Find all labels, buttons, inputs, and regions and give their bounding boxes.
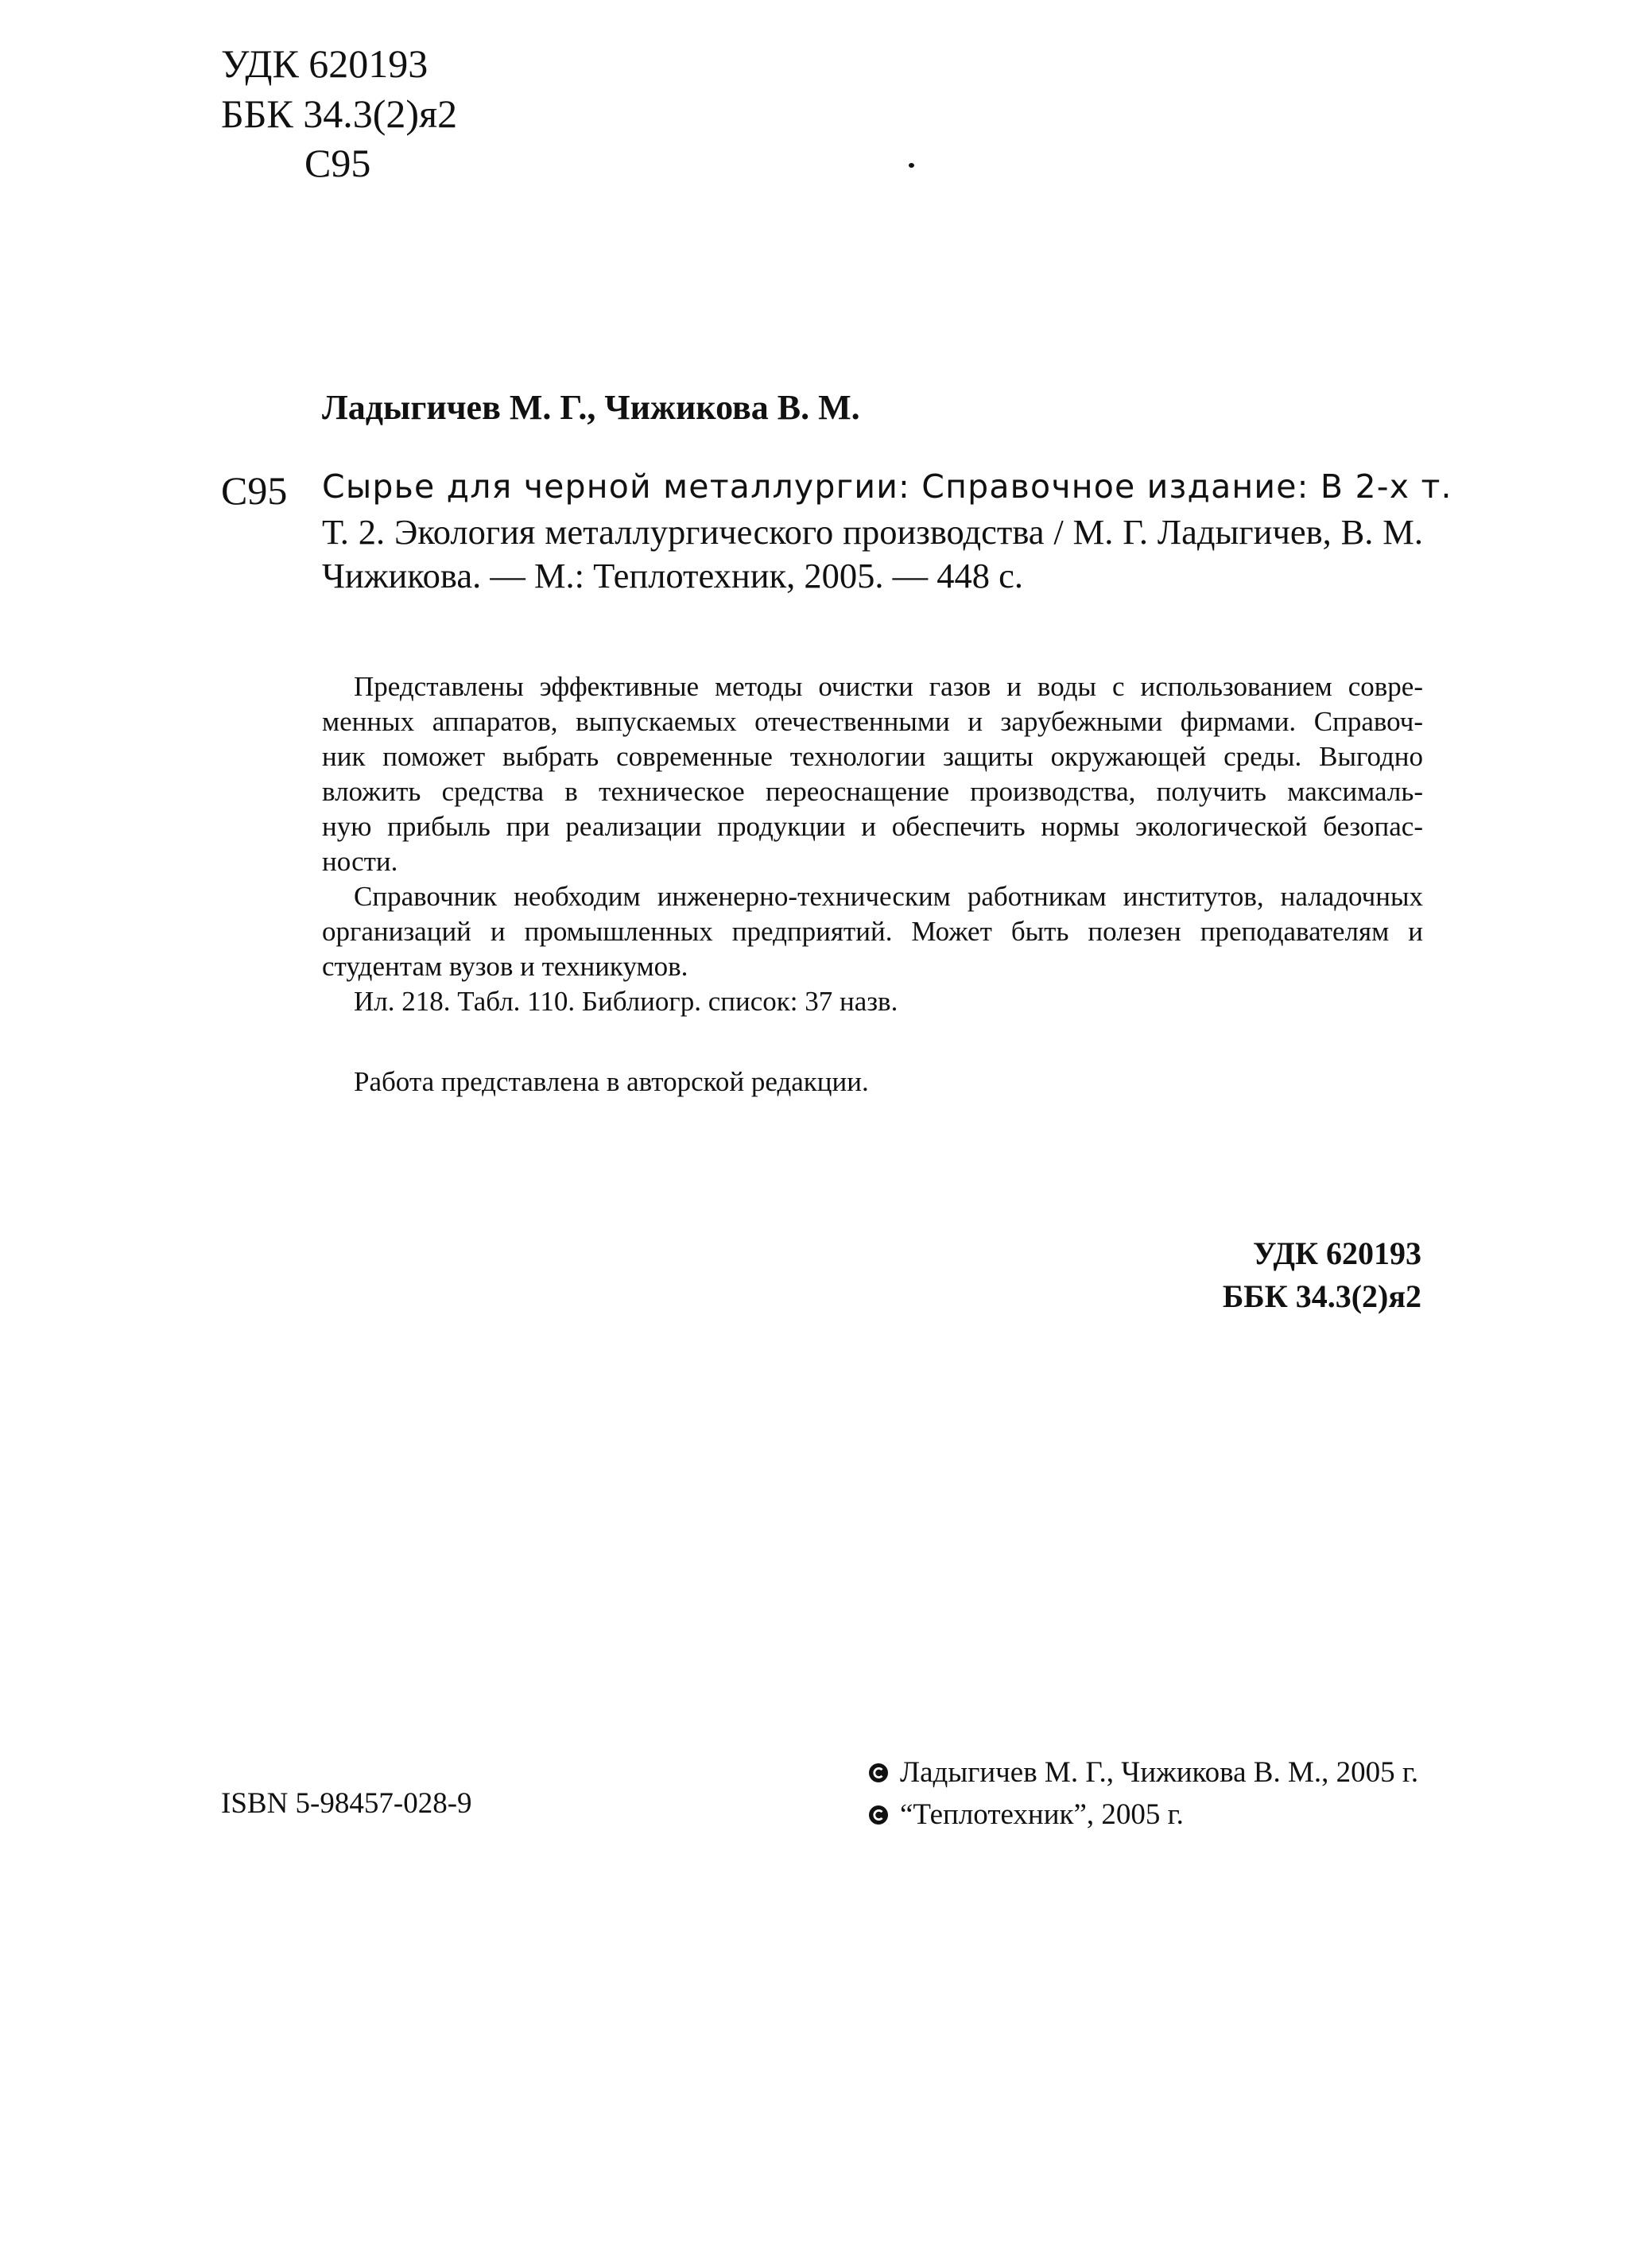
copyright-icon [868,1805,889,1825]
bibliographic-entry [322,467,1452,602]
udk-code-top: УДК 620193 [221,41,429,86]
abstract-line: менных аппаратов, выпускаемых отечественными и зарубежными фирмами. Справоч- [322,706,1423,737]
abstract-line: вложить средства в техническое переоснащение производства, получить максималь- [322,776,1423,807]
abstract-line: ную прибыль при реализации продукции и обеспечить нормы экологической безопас- [322,811,1423,842]
classification-right [1223,1232,1421,1318]
abstract [322,669,1423,1019]
udk-code-right: УДК 620193 [1253,1235,1421,1271]
scan-speck [909,163,914,168]
isbn: ISBN 5-98457-028-9 [221,1787,472,1820]
bib-line: Сырье для черной металлургии: Справочное издание: В 2-х т. [322,467,1452,506]
copyright-icon [868,1763,889,1783]
bib-line: Т. 2. Экология металлургического производства / М. Г. Ладыгичев, В. М. [322,512,1423,552]
authors-heading: Ладыгичев М. Г., Чижикова В. М. [322,388,860,427]
abstract-line: студентам вузов и техникумов. [322,951,688,982]
abstract-line: организаций и промышленных предприятий. Может быть полезен преподавателям и [322,916,1423,947]
copyright-authors: Ладыгичев М. Г., Чижикова В. М., 2005 г. [900,1756,1419,1789]
author-sign-code: С95 [221,468,288,513]
editorial-note: Работа представлена в авторской редакции. [354,1066,869,1097]
copyright-block [868,1751,1418,1836]
copyright-line [868,1751,1418,1794]
copyright-line [868,1794,1418,1836]
abstract-line: ник поможет выбрать современные технологии защиты окружающей среды. Выгодно [322,741,1423,772]
abstract-line: Представлены эффективные методы очистки газов и воды с использованием совре- [354,671,1423,702]
abstract-stats: Ил. 218. Табл. 110. Библиогр. список: 37 назв. [354,986,898,1017]
author-sign-top: С95 [304,141,371,185]
abstract-line: Справочник необходим инженерно-техническим работникам институтов, наладочных [354,881,1423,912]
bib-line: Чижикова. — М.: Теплотехник, 2005. — 448 с. [322,556,1024,595]
bbk-code-top: ББК 34.3(2)я2 [221,91,458,136]
abstract-line: ности. [322,846,398,877]
bbk-code-right: ББК 34.3(2)я2 [1222,1278,1421,1314]
copyright-publisher: “Теплотехник”, 2005 г. [900,1798,1184,1831]
